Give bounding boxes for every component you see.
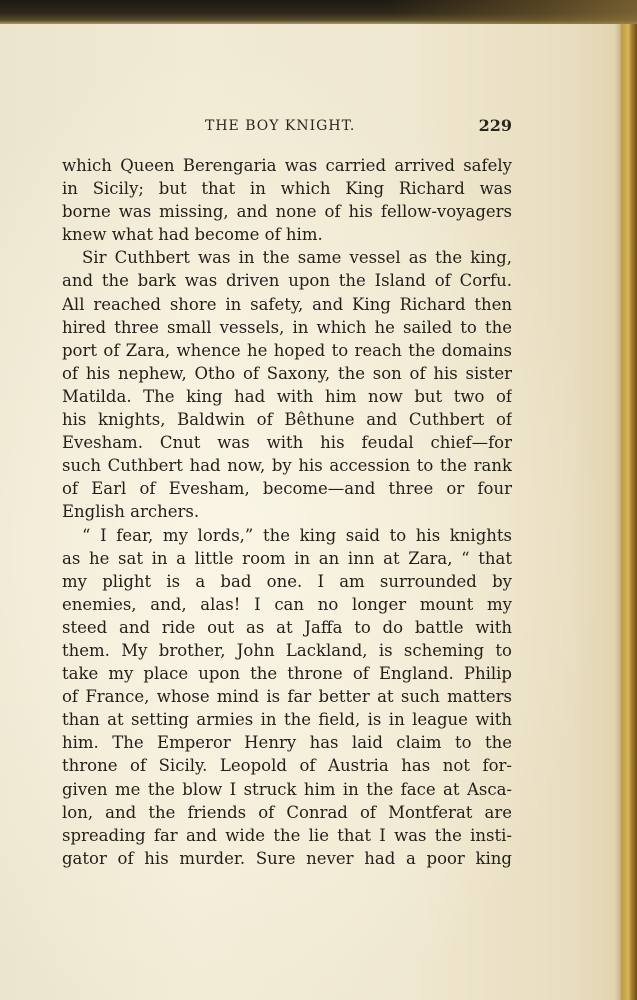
text-line: knew what had become of him. bbox=[62, 225, 323, 245]
text-line: English archers. bbox=[62, 502, 200, 522]
body-text bbox=[62, 154, 512, 870]
text-line: take my place upon the throne of England. Philip bbox=[62, 664, 512, 684]
page-gilt-edge bbox=[621, 24, 637, 1000]
scan-top-edge bbox=[0, 0, 637, 24]
text-line: in Sicily; but that in which King Richard was bbox=[62, 179, 512, 199]
text-line: of France, whose mind is far better at such matters bbox=[62, 687, 512, 707]
page-header bbox=[62, 116, 512, 138]
text-line: hired three small vessels, in which he sailed to the bbox=[62, 317, 512, 337]
text-line: spreading far and wide the lie that I was the insti- bbox=[62, 825, 512, 845]
text-line: him. The Emperor Henry has laid claim to the bbox=[62, 733, 512, 753]
text-line: lon, and the friends of Conrad of Montferat are bbox=[62, 802, 512, 822]
text-line: Matilda. The king had with him now but two of bbox=[62, 386, 512, 406]
text-line: than at setting armies in the field, is in league with bbox=[62, 710, 512, 730]
page-number: 229 bbox=[478, 116, 512, 135]
text-line: which Queen Berengaria was carried arrived safely bbox=[62, 156, 512, 175]
text-line: given me the blow I struck him in the face at Asca- bbox=[62, 779, 512, 799]
text-line: and the bark was driven upon the Island of Corfu. bbox=[62, 271, 512, 291]
text-line: borne was missing, and none of his fellow-voyagers bbox=[62, 202, 512, 222]
text-line: enemies, and, alas! I can no longer mount my bbox=[62, 594, 512, 614]
text-line: “ I fear, my lords,” the king said to his knights bbox=[82, 525, 512, 545]
text-line: steed and ride out as at Jaffa to do battle with bbox=[62, 617, 512, 637]
text-line: port of Zara, whence he hoped to reach the domains bbox=[62, 340, 512, 360]
text-line: gator of his murder. Sure never had a poor king bbox=[62, 848, 512, 868]
text-line: of Earl of Evesham, become—and three or four bbox=[62, 479, 512, 499]
text-line: my plight is a bad one. I am surrounded by bbox=[62, 571, 512, 591]
text-line: such Cuthbert had now, by his accession to the rank bbox=[62, 456, 512, 476]
text-line: them. My brother, John Lackland, is scheming to bbox=[62, 640, 512, 660]
text-line: his knights, Baldwin of Bêthune and Cuthbert of bbox=[62, 410, 512, 430]
text-line: Sir Cuthbert was in the same vessel as the king, bbox=[82, 248, 512, 268]
text-line: throne of Sicily. Leopold of Austria has not for- bbox=[62, 756, 512, 776]
text-line: of his nephew, Otho of Saxony, the son of his sister bbox=[62, 363, 512, 383]
text-line: All reached shore in safety, and King Richard then bbox=[62, 294, 512, 314]
text-line: as he sat in a little room in an inn at Zara, “ that bbox=[62, 548, 512, 568]
text-line: Evesham. Cnut was with his feudal chief—for bbox=[62, 433, 512, 453]
running-head: THE BOY KNIGHT. bbox=[205, 118, 356, 134]
